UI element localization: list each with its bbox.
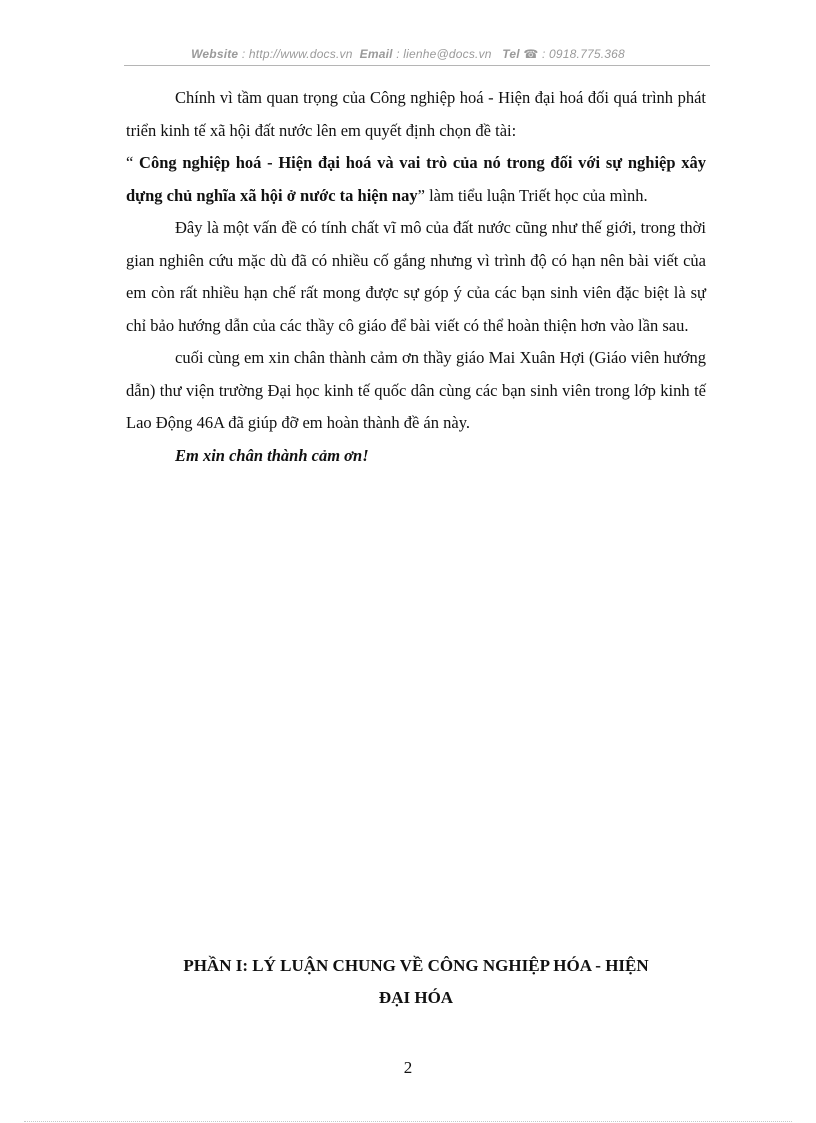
section-heading <box>126 950 706 1014</box>
open-quote: “ <box>126 153 140 172</box>
thanks-line: Em xin chân thành cảm ơn! <box>175 445 369 465</box>
website-label: Website <box>191 47 239 61</box>
website-value: : http://www.docs.vn <box>241 47 353 61</box>
email-value: : lienhe@docs.vn <box>396 47 492 61</box>
topic-suffix: ” làm tiểu luận Triết học của mình. <box>417 185 648 205</box>
document-body <box>126 82 706 472</box>
paragraph-acknowledgement: cuối cùng em xin chân thành cảm ơn thầy giáo Mai Xuân Hợi (Giáo viên hướng dẫn) thư viện trường Đại học kinh tế quốc dân cùng các bạn sinh viên trong lớp kinh tế Lao Động 46A đã giúp đỡ em hoàn thành đề án này. <box>126 348 706 432</box>
tel-value: ☎ : 0918.775.368 <box>523 47 625 61</box>
header-divider <box>124 65 710 66</box>
topic-title: Công nghiệp hoá - Hiện đại hoá và vai trò của nó trong đối với sự nghiệp xây dựng chủ nghĩa xã hội ở nước ta hiện nay <box>126 153 707 205</box>
paragraph-topic <box>126 147 706 212</box>
page-number: 2 <box>403 1058 413 1077</box>
section-heading-line-2: ĐẠI HÓA <box>378 988 454 1007</box>
tel-label: Tel <box>502 47 520 61</box>
email-label: Email <box>359 47 393 61</box>
paragraph-intro: Chính vì tầm quan trọng của Công nghiệp hoá - Hiện đại hoá đối quá trình phát triển kinh tế xã hội đất nước lên em quyết định chọn đề tài: <box>126 88 706 140</box>
paragraph-scope: Đây là một vấn đề có tính chất vĩ mô của đất nước cũng như thế giới, trong thời gian nghiên cứu mặc dù đã có nhiều cố gắng nhưng vì trình độ có hạn nên bài viết của em còn rất nhiều hạn chế rất mong được sự góp ý của các bạn sinh viên đặc biệt là sự chỉ bảo hướng dẫn của các thầy cô giáo để bài viết có thể hoàn thiện hơn vào lần sau. <box>126 218 706 335</box>
section-heading-line-1: PHẦN I: LÝ LUẬN CHUNG VỀ CÔNG NGHIỆP HÓA - HIỆN <box>183 956 649 975</box>
page-header <box>0 47 816 61</box>
footer-divider <box>24 1121 792 1122</box>
